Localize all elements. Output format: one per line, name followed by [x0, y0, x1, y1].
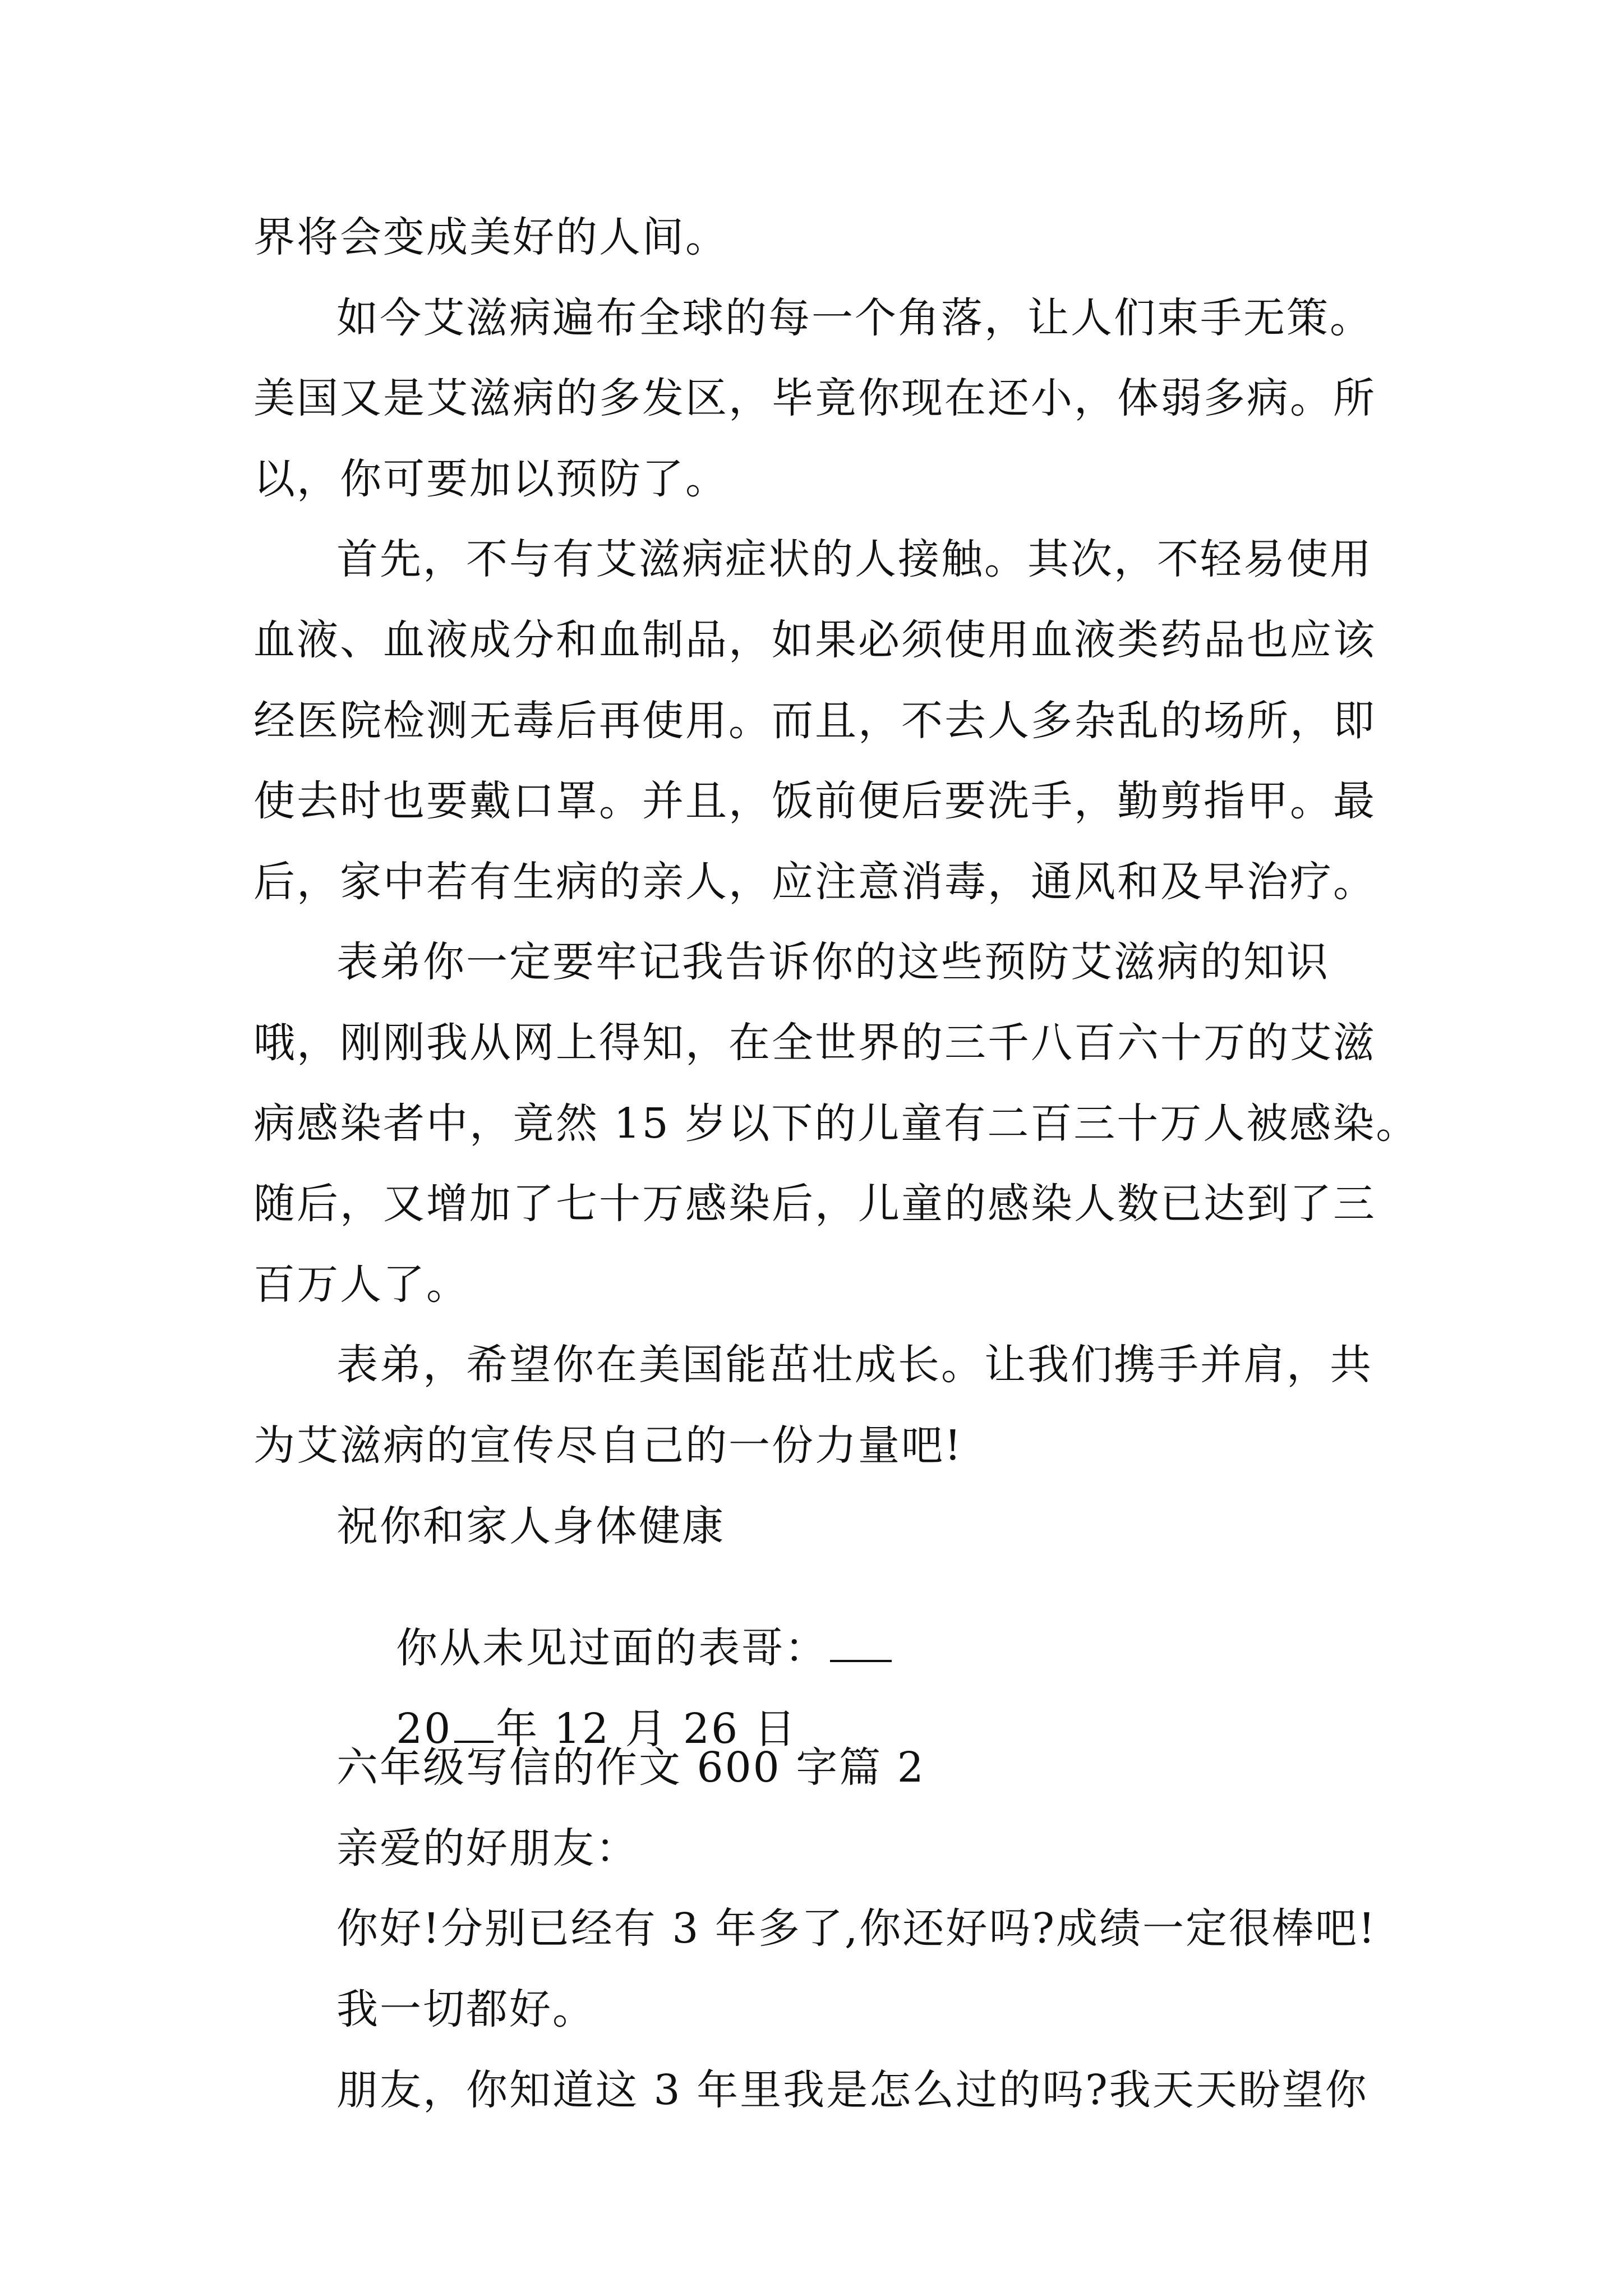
text-line: 如今艾滋病遍布全球的每一个角落，让人们束手无策。 — [336, 294, 1373, 342]
text-line: 朋友，你知道这 3 年里我是怎么过的吗?我天天盼望你 — [336, 2066, 1368, 2114]
text-line: 哦，刚刚我从网上得知，在全世界的三千八百六十万的艾滋 — [253, 1019, 1376, 1067]
date-blank — [454, 1741, 494, 1743]
text-line: 随后，又增加了七十万感染后，儿童的感染人数已达到了三 — [253, 1180, 1376, 1228]
text-line: 病感染者中，竟然 15 岁以下的儿童有二百三十万人被感染。 — [253, 1099, 1419, 1148]
text-line: 表弟你一定要牢记我告诉你的这些预防艾滋病的知识 — [336, 938, 1330, 986]
text-line: 我一切都好。 — [336, 1985, 596, 2033]
salutation: 亲爱的好朋友： — [336, 1824, 639, 1872]
text-line: 使去时也要戴口罩。并且，饭前便后要洗手，勤剪指甲。最 — [253, 777, 1376, 825]
text-line: 界将会变成美好的人间。 — [253, 213, 728, 261]
text-line: 首先，不与有艾滋病症状的人接触。其次，不轻易使用 — [336, 535, 1373, 583]
text-line: 以，你可要加以预防了。 — [253, 455, 728, 503]
text-line: 百万人了。 — [253, 1260, 469, 1309]
text-line: 经医院检测无毒后再使用。而且，不去人多杂乱的场所，即 — [253, 697, 1376, 745]
signature-text: 你从未见过面的表哥： — [396, 1624, 828, 1672]
text-line: 血液、血液成分和血制品，如果必须使用血液类药品也应该 — [253, 616, 1376, 664]
section-title: 六年级写信的作文 600 字篇 2 — [336, 1743, 925, 1792]
text-line: 表弟，希望你在美国能茁壮成长。让我们携手并肩，共 — [336, 1341, 1373, 1389]
text-line: 美国又是艾滋病的多发区，毕竟你现在还小，体弱多病。所 — [253, 374, 1376, 422]
text-line: 你好!分别已经有 3 年多了,你还好吗?成绩一定很棒吧! — [336, 1904, 1377, 1953]
date-rest: 年 12 月 26 日 — [496, 1705, 797, 1753]
closing-line: 祝你和家人身体健康 — [336, 1502, 725, 1550]
text-line: 为艾滋病的宣传尽自己的一份力量吧! — [253, 1421, 963, 1470]
date-year-prefix: 20 — [396, 1705, 453, 1753]
text-line: 后，家中若有生病的亲人，应注意消毒，通风和及早治疗。 — [253, 858, 1376, 906]
signature-blank — [830, 1660, 892, 1662]
